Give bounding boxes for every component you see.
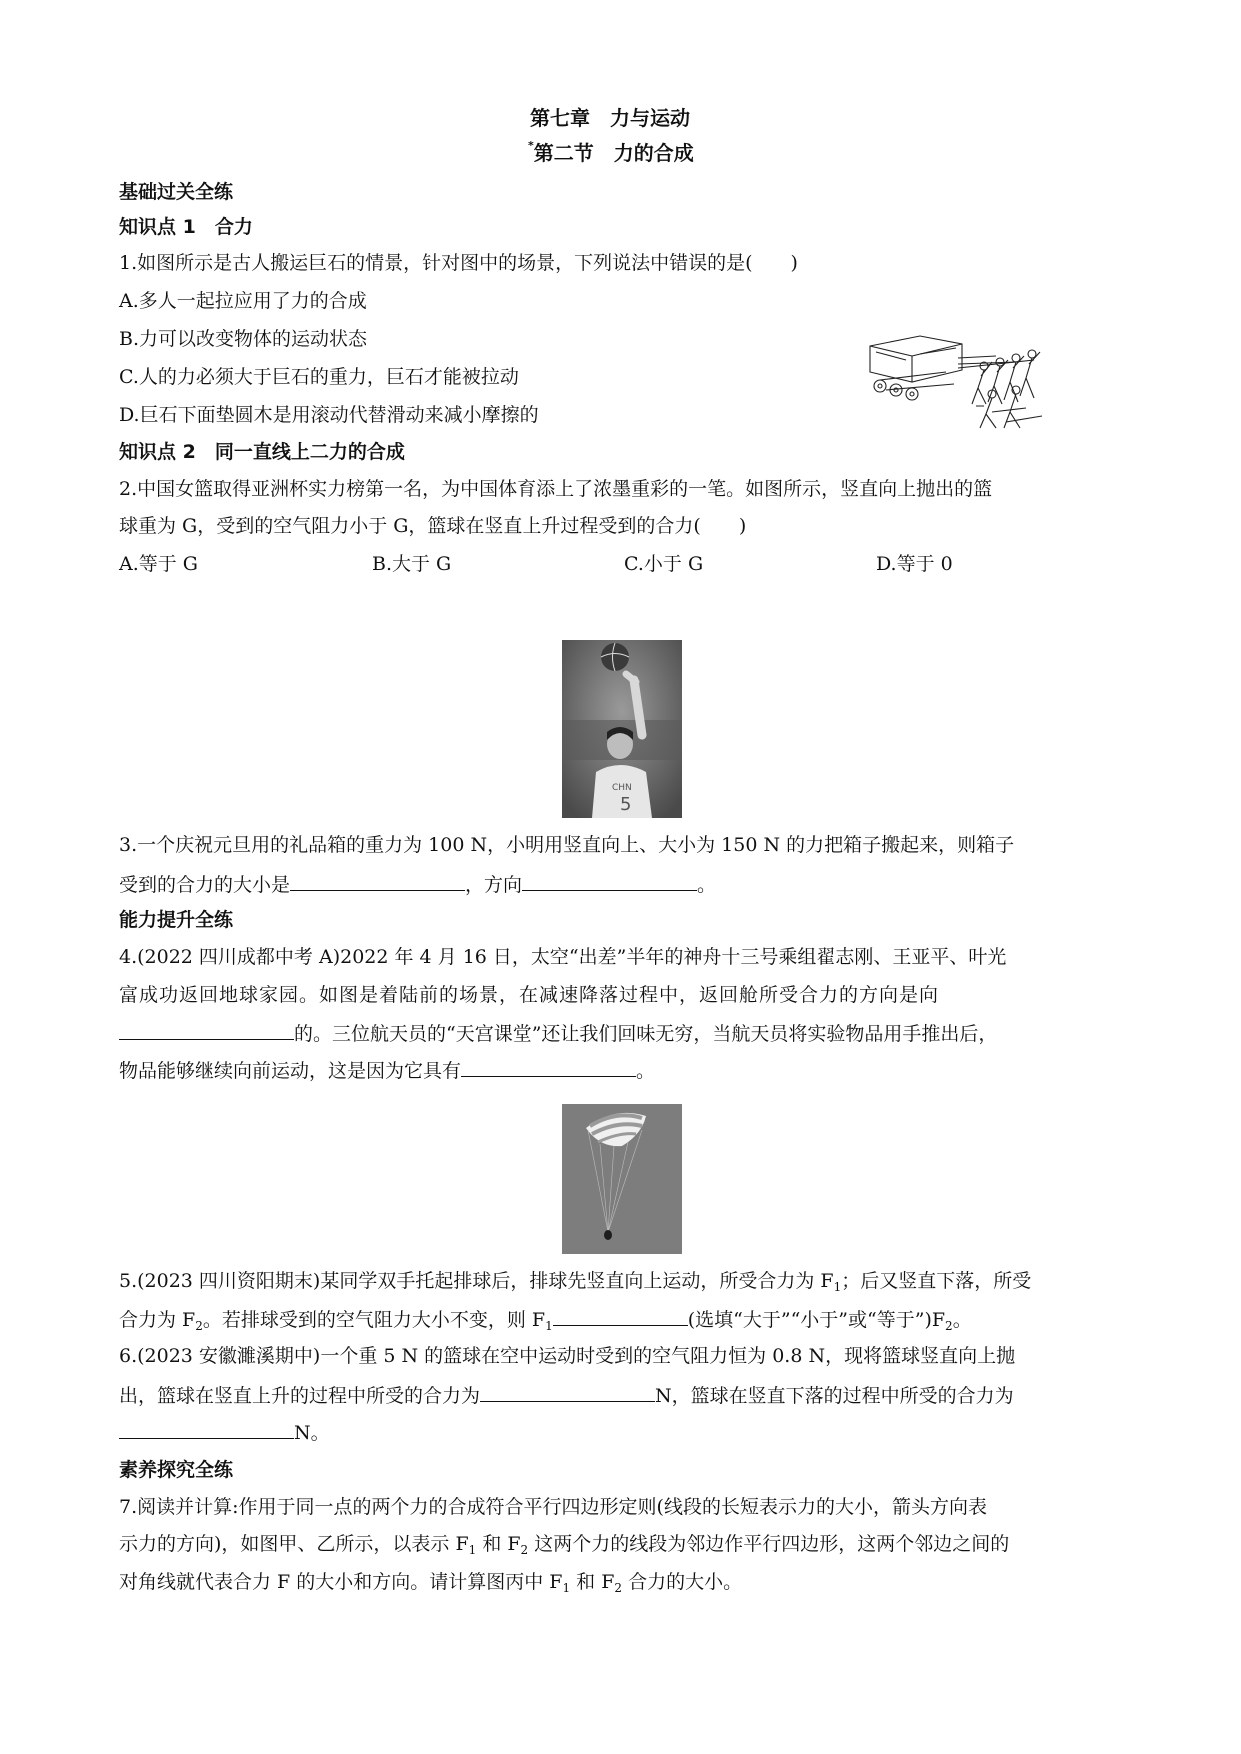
q1-stem: 1.如图所示是古人搬运巨石的情景，针对图中的场景，下列说法中错误的是( ) — [119, 252, 798, 274]
q3-blank-direction[interactable] — [522, 872, 697, 891]
knowledge-point-1: 知识点 1 合力 — [119, 216, 253, 238]
heading-ability: 能力提升全练 — [119, 909, 234, 931]
optional-mark: * — [528, 139, 534, 152]
q7-line-3: 对角线就代表合力 F 的大小和方向。请计算图丙中 $F_1$ 和 $F_2$ 合力的大小。 — [119, 1571, 743, 1595]
parachute-photo — [562, 1104, 682, 1254]
basketball-photo — [562, 640, 682, 818]
q7-line-2: 示力的方向)，如图甲、乙所示，以表示 $F_1$ 和 $F_2$ 这两个力的线段为邻边作平行四边形，这两个邻边之间的 — [119, 1533, 1010, 1557]
q2-option-d: D.等于 0 — [876, 553, 953, 575]
q5-line-1: 5.(2023 四川资阳期末)某同学双手托起排球后，排球先竖直向上运动，所受合力为 $F_1$；后又竖直下落，所受 — [119, 1270, 1032, 1294]
q6-blank-rising[interactable] — [480, 1383, 655, 1402]
q6-line-2: 出，篮球在竖直上升的过程中所受的合力为 N，篮球在竖直下落的过程中所受的合力为 — [119, 1385, 1014, 1407]
q2-line-1: 2.中国女篮取得亚洲杯实力榜第一名，为中国体育添上了浓墨重彩的一笔。如图所示，竖直向上抛出的篮 — [119, 478, 993, 500]
section-title: *第二节 力的合成 — [528, 139, 694, 165]
q4-line-4: 物品能够继续向前运动，这是因为它具有 。 — [119, 1060, 656, 1082]
basketball-player-image — [562, 640, 682, 818]
q3-blank-magnitude[interactable] — [290, 872, 465, 891]
q2-option-b: B.大于 G — [372, 553, 452, 575]
svg-text:CHN: CHN — [612, 783, 632, 793]
knowledge-point-2: 知识点 2 同一直线上二力的合成 — [119, 441, 405, 463]
q7-line-1: 7.阅读并计算:作用于同一点的两个力的合成符合平行四边形定则(线段的长短表示力的大小，箭头方向表 — [119, 1496, 987, 1518]
q1-option-b: B.力可以改变物体的运动状态 — [119, 328, 368, 350]
stone-pulling-figure — [866, 332, 1046, 432]
q2-option-c: C.小于 G — [624, 553, 704, 575]
q1-option-a: A.多人一起拉应用了力的合成 — [119, 290, 367, 312]
heading-inquiry: 素养探究全练 — [119, 1459, 234, 1481]
heading-basic: 基础过关全练 — [119, 181, 234, 203]
q4-blank-inertia[interactable] — [461, 1058, 636, 1077]
q2-option-a: A.等于 G — [119, 553, 198, 575]
q3-line-1: 3.一个庆祝元旦用的礼品箱的重力为 100 N，小明用竖直向上、大小为 150 N 的力把箱子搬起来，则箱子 — [119, 834, 1015, 856]
chapter-title: 第七章 力与运动 — [530, 106, 690, 130]
q4-line-3: 的。三位航天员的“天宫课堂”还让我们回味无穷，当航天员将实验物品用手推出后， — [119, 1021, 997, 1046]
q4-line-2: 富成功返回地球家园。如图是着陆前的场景，在减速降落过程中，返回舱所受合力的方向是向 — [119, 984, 940, 1006]
q1-option-d: D.巨石下面垫圆木是用滚动代替滑动来减小摩擦的 — [119, 404, 539, 426]
q6-blank-falling[interactable] — [119, 1420, 294, 1439]
svg-text:5: 5 — [620, 794, 632, 815]
q6-line-1: 6.(2023 安徽濉溪期中)一个重 5 N 的篮球在空中运动时受到的空气阻力恒为 0.8 N，现将篮球竖直向上抛 — [119, 1345, 1016, 1367]
q2-line-2: 球重为 G，受到的空气阻力小于 G，篮球在竖直上升过程受到的合力( ) — [119, 515, 747, 537]
return-capsule-parachute-image — [562, 1104, 682, 1254]
q6-line-3: N。 — [119, 1420, 330, 1445]
q5-blank-compare[interactable] — [553, 1307, 688, 1326]
q5-line-2: 合力为 $F_2$。若排球受到的空气阻力大小不变，则 $F_1$ (选填“大于”“小于”或“等于$”)F_2$。 — [119, 1309, 972, 1333]
q1-option-c: C.人的力必须大于巨石的重力，巨石才能被拉动 — [119, 366, 519, 388]
stone-pulling-illustration — [866, 332, 1046, 432]
q4-blank-direction[interactable] — [119, 1021, 294, 1040]
q4-line-1: 4.(2022 四川成都中考 A)2022 年 4 月 16 日，太空“出差”半年的神舟十三号乘组翟志刚、王亚平、叶光 — [119, 946, 1007, 968]
q3-line-2: 受到的合力的大小是 ，方向 。 — [119, 874, 717, 896]
